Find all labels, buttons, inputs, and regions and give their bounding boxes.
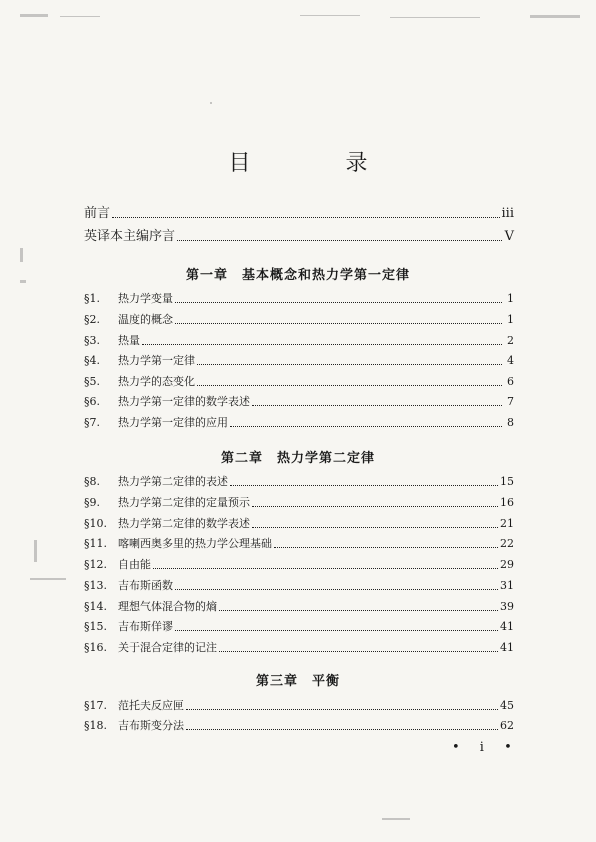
toc-entry[interactable] — [84, 517, 514, 531]
toc-entry[interactable] — [84, 292, 514, 306]
entry-label: 范托夫反应匣 — [118, 699, 184, 712]
toc-entry[interactable] — [84, 496, 514, 510]
chapter-number: 第二章 — [220, 451, 263, 466]
toc-entry[interactable] — [84, 699, 514, 713]
toc-entry[interactable] — [84, 558, 514, 572]
dot-leader — [186, 709, 498, 710]
toc-entry[interactable] — [84, 354, 514, 368]
entry-page: 31 — [500, 579, 514, 592]
dot-leader — [252, 527, 498, 528]
entry-label: 温度的概念 — [118, 313, 173, 326]
section-number: §6. — [84, 395, 100, 408]
section-number: §1. — [84, 292, 100, 305]
section-number: §7. — [84, 416, 100, 429]
entry-page: 1 — [507, 313, 514, 326]
entry-page: 39 — [500, 600, 514, 613]
entry-page: 62 — [500, 719, 514, 732]
entry-page: 8 — [507, 416, 514, 429]
entry-label: 自由能 — [118, 558, 151, 571]
entry-label: 吉布斯变分法 — [118, 719, 184, 732]
section-number: §12. — [84, 558, 107, 571]
entry-label: 英译本主编序言 — [84, 229, 176, 244]
chapter-number: 第三章 — [255, 674, 298, 689]
dot-leader — [186, 729, 498, 730]
entry-page: 15 — [500, 475, 514, 488]
entry-page: 1 — [507, 292, 514, 305]
dot-leader — [219, 610, 498, 611]
entry-page: V — [504, 229, 514, 244]
entry-label: 热力学第二定律的数学表述 — [118, 517, 250, 530]
section-number: §15. — [84, 620, 107, 633]
chapter-heading — [0, 670, 596, 689]
entry-label: 吉布斯佯谬 — [118, 620, 173, 633]
toc-entry[interactable] — [84, 579, 514, 593]
entry-page: 41 — [500, 620, 514, 633]
dot-leader — [252, 405, 502, 406]
chapter-name: 平衡 — [312, 674, 341, 689]
entry-label: 热力学第一定律的数学表述 — [118, 395, 250, 408]
chapter-number: 第一章 — [185, 268, 228, 283]
entry-page: 29 — [500, 558, 514, 571]
section-number: §5. — [84, 375, 100, 388]
section-number: §14. — [84, 600, 107, 613]
entry-page: 6 — [507, 375, 514, 388]
entry-label: 理想气体混合物的熵 — [118, 600, 217, 613]
toc-entry[interactable] — [84, 641, 514, 655]
entry-label: 喀喇西奥多里的热力学公理基础 — [118, 537, 272, 550]
section-number: §11. — [84, 537, 107, 550]
toc-entry[interactable] — [84, 719, 514, 733]
dot-leader — [175, 589, 498, 590]
toc-entry[interactable] — [84, 395, 514, 409]
toc-entry[interactable] — [84, 334, 514, 348]
entry-label: 热力学第一定律的应用 — [118, 416, 228, 429]
chapter-heading — [0, 264, 596, 283]
toc-entry[interactable] — [84, 416, 514, 430]
entry-label: 热量 — [118, 334, 140, 347]
entry-page: 16 — [500, 496, 514, 509]
toc-entry-editor-preface[interactable] — [84, 229, 514, 245]
dot-leader — [219, 651, 498, 652]
dot-leader — [197, 364, 502, 365]
toc-entry[interactable] — [84, 375, 514, 389]
dot-leader — [230, 426, 502, 427]
entry-label: 热力学第一定律 — [118, 354, 195, 367]
entry-page: 4 — [507, 354, 514, 367]
section-number: §8. — [84, 475, 100, 488]
section-number: §3. — [84, 334, 100, 347]
dot-leader — [177, 240, 502, 241]
entry-label: 前言 — [84, 206, 111, 221]
dot-leader — [274, 547, 498, 548]
page-title: 目 录 — [228, 151, 412, 176]
entry-page: 45 — [500, 699, 514, 712]
toc-entry-preface[interactable] — [84, 206, 514, 222]
entry-label: 热力学变量 — [118, 292, 173, 305]
dot-leader — [175, 323, 502, 324]
dot-leader — [252, 506, 498, 507]
section-number: §4. — [84, 354, 100, 367]
section-number: §13. — [84, 579, 107, 592]
dot-leader — [112, 217, 500, 218]
entry-label: 热力学第二定律的定量预示 — [118, 496, 250, 509]
entry-page: 2 — [507, 334, 514, 347]
section-number: §17. — [84, 699, 107, 712]
chapter-name: 基本概念和热力学第一定律 — [242, 268, 411, 283]
toc-entry[interactable] — [84, 620, 514, 634]
entry-label: 热力学第二定律的表述 — [118, 475, 228, 488]
dot-leader — [142, 344, 502, 345]
section-number: §9. — [84, 496, 100, 509]
entry-page: iii — [501, 206, 514, 221]
section-number: §2. — [84, 313, 100, 326]
entry-page: 22 — [500, 537, 514, 550]
entry-page: 21 — [500, 517, 514, 530]
chapter-heading — [0, 447, 596, 466]
toc-entry[interactable] — [84, 537, 514, 551]
dot-leader — [175, 302, 502, 303]
section-number: §10. — [84, 517, 107, 530]
dot-leader — [197, 385, 502, 386]
page-number: • i • — [452, 740, 520, 755]
chapter-name: 热力学第二定律 — [277, 451, 376, 466]
toc-entry[interactable] — [84, 600, 514, 614]
dot-leader — [230, 485, 498, 486]
section-number: §18. — [84, 719, 107, 732]
entry-page: 7 — [507, 395, 514, 408]
toc-entry[interactable] — [84, 475, 514, 489]
section-number: §16. — [84, 641, 107, 654]
entry-label: 关于混合定律的记注 — [118, 641, 217, 654]
entry-label: 吉布斯函数 — [118, 579, 173, 592]
dot-leader — [175, 630, 498, 631]
dot-leader — [153, 568, 498, 569]
entry-label: 热力学的态变化 — [118, 375, 195, 388]
toc-entry[interactable] — [84, 313, 514, 327]
entry-page: 41 — [500, 641, 514, 654]
